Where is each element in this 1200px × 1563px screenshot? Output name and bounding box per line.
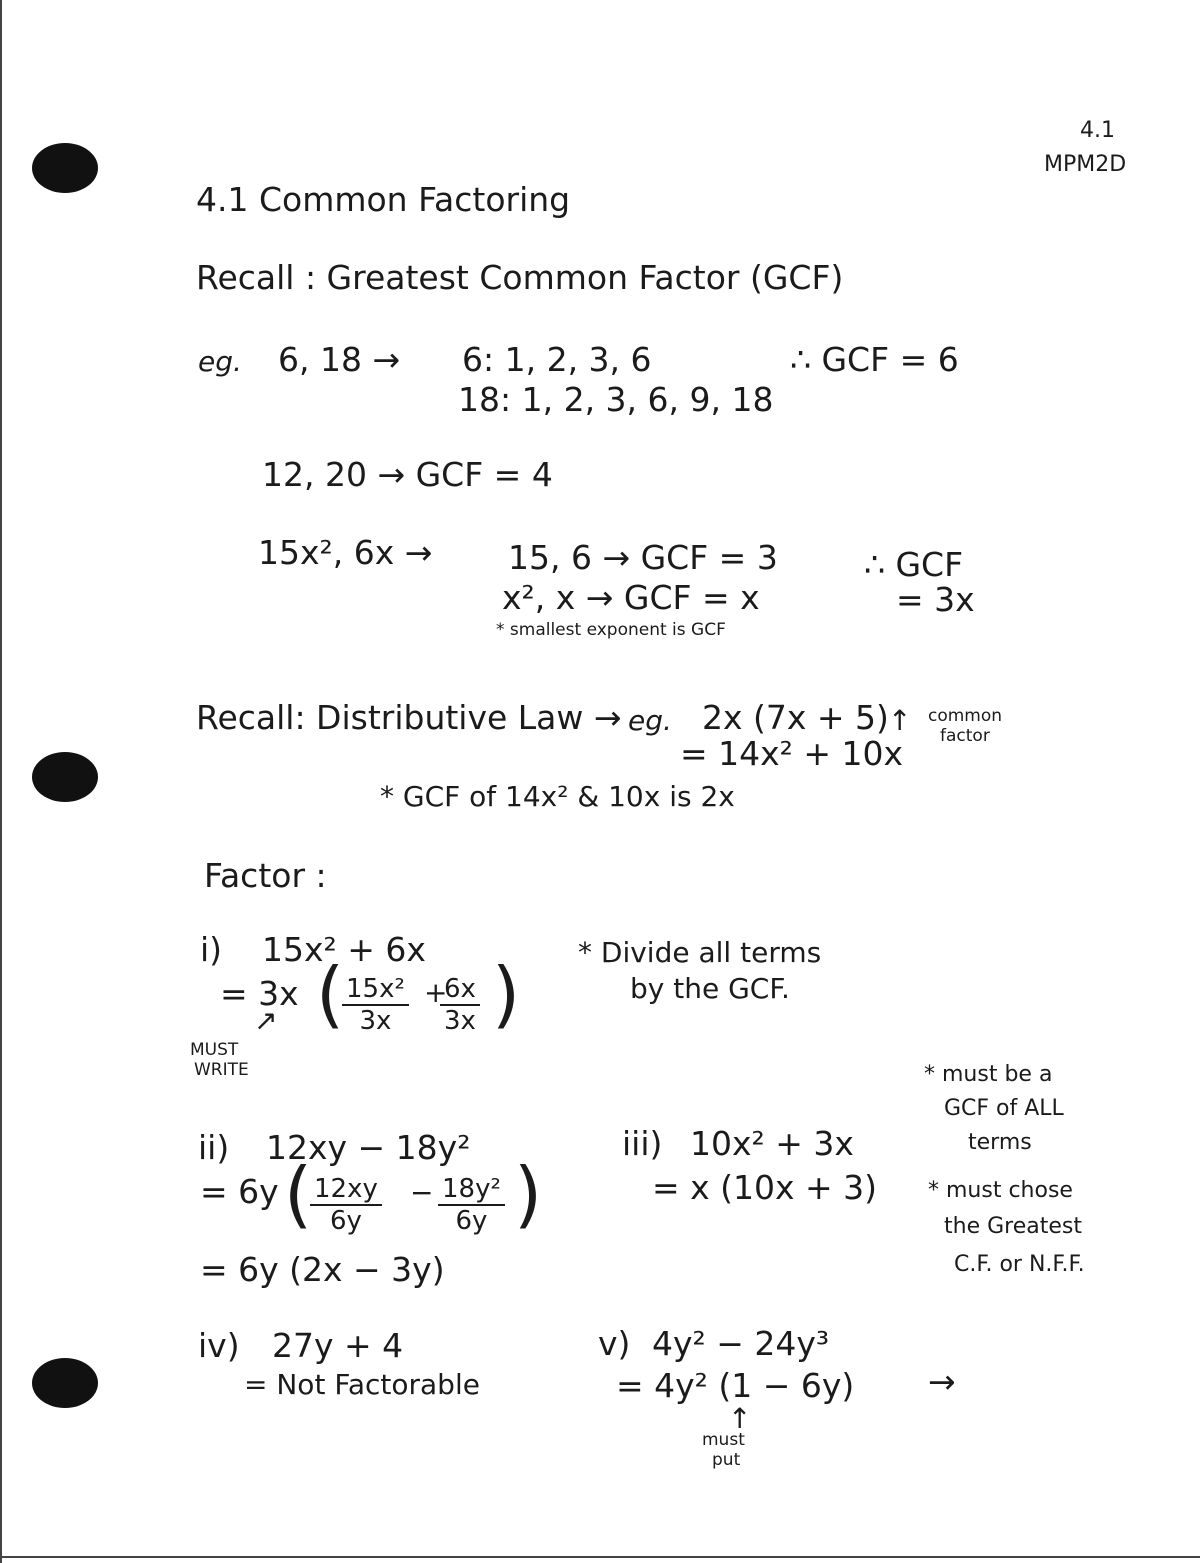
common-factor-note-1: common — [928, 706, 1003, 726]
problem2-expression: 12xy − 18y² — [266, 1128, 471, 1167]
distributive-line2: = 14x² + 10x — [680, 734, 904, 773]
problem5-must-note-1: must — [702, 1430, 745, 1450]
problem2-open-paren: ( — [284, 1152, 313, 1236]
problem1-frac-b-den: 3x — [444, 1006, 476, 1036]
problem4-result: = Not Factorable — [244, 1368, 480, 1401]
page-title: 4.1 Common Factoring — [196, 180, 571, 219]
problem3-label: iii) — [622, 1124, 663, 1163]
problem4-expression: 27y + 4 — [272, 1326, 404, 1365]
side-note-a3: terms — [968, 1130, 1032, 1155]
problem5-must-note-2: put — [712, 1450, 741, 1470]
problem3-expression: 10x² + 3x — [690, 1124, 854, 1163]
continue-arrow-icon: → — [928, 1362, 956, 1401]
problem2-step-prefix: = 6y — [200, 1172, 279, 1211]
side-note-a2: GCF of ALL — [944, 1096, 1064, 1121]
distributive-eg-label: eg. — [628, 704, 672, 737]
example2: 12, 20 → GCF = 4 — [262, 455, 553, 494]
punch-hole-top — [32, 143, 98, 193]
side-note-b1: * must chose — [928, 1178, 1073, 1203]
problem1-open-paren: ( — [316, 952, 345, 1036]
example1-factors-18: 18: 1, 2, 3, 6, 9, 18 — [458, 380, 774, 419]
problem2-label: ii) — [198, 1128, 230, 1167]
problem2-frac-b-num: 18y² — [438, 1174, 505, 1206]
problem1-fraction-a — [342, 974, 409, 1036]
up-arrow-icon: ↑ — [888, 704, 912, 737]
distributive-gcf-note: * GCF of 14x² & 10x is 2x — [380, 780, 735, 813]
side-note-a1: * must be a — [924, 1062, 1053, 1087]
problem1-frac-operator: + — [424, 976, 448, 1009]
common-factor-note-2: factor — [940, 726, 990, 746]
problem1-expression: 15x² + 6x — [262, 930, 426, 969]
problem1-close-paren: ) — [492, 952, 521, 1036]
header-course: MPM2D — [1044, 152, 1127, 177]
problem1-must-note-2: WRITE — [194, 1060, 249, 1080]
header-section: 4.1 — [1080, 118, 1115, 143]
problem5-label: v) — [598, 1324, 631, 1363]
problem1-step-prefix: = 3x — [220, 974, 299, 1013]
example3-coefficients: 15, 6 → GCF = 3 — [508, 538, 778, 577]
problem2-fraction-a — [310, 1174, 382, 1236]
problem2-frac-a-den: 6y — [329, 1206, 362, 1236]
scan-edge-left — [0, 0, 2, 1563]
distributive-line1: 2x (7x + 5) — [702, 698, 889, 737]
problem1-frac-b-num: 6x — [440, 974, 480, 1006]
scan-edge-bottom — [0, 1556, 1200, 1558]
distributive-law-label: Recall: Distributive Law → — [196, 698, 622, 737]
problem5-result: = 4y² (1 − 6y) — [616, 1366, 855, 1405]
example3-terms: 15x², 6x → — [258, 533, 433, 572]
problem4-label: iv) — [198, 1326, 240, 1365]
problem1-frac-a-num: 15x² — [342, 974, 409, 1006]
side-note-b3: C.F. or N.F.F. — [954, 1252, 1085, 1277]
problem1-frac-a-den: 3x — [359, 1006, 392, 1036]
problem2-result: = 6y (2x − 3y) — [200, 1250, 445, 1289]
example3-result-line1: ∴ GCF — [864, 545, 964, 584]
problem3-result: = x (10x + 3) — [652, 1168, 878, 1207]
problem1-must-note-1: MUST — [190, 1040, 239, 1060]
curved-arrow-icon: ↗ — [254, 1004, 278, 1037]
example3-note: * smallest exponent is GCF — [496, 620, 726, 640]
punch-hole-middle — [32, 752, 98, 802]
problem2-frac-a-num: 12xy — [310, 1174, 382, 1206]
problem2-fraction-b — [438, 1174, 505, 1236]
punch-hole-bottom — [32, 1358, 98, 1408]
example3-variables: x², x → GCF = x — [502, 578, 760, 617]
problem5-expression: 4y² − 24y³ — [652, 1324, 830, 1363]
must-put-arrow-icon: ↑ — [728, 1402, 752, 1435]
example1-pair: 6, 18 → — [278, 340, 401, 379]
problem2-frac-operator: − — [410, 1176, 434, 1209]
problem1-hint-line1: * Divide all terms — [578, 936, 822, 969]
problem1-hint-line2: by the GCF. — [630, 972, 790, 1005]
example1-factors-6: 6: 1, 2, 3, 6 — [462, 340, 652, 379]
problem1-label: i) — [200, 930, 223, 969]
problem2-frac-b-den: 6y — [455, 1206, 488, 1236]
example3-result-line2: = 3x — [896, 580, 975, 619]
eg-label: eg. — [198, 345, 242, 378]
factor-heading: Factor : — [204, 856, 327, 895]
problem2-close-paren: ) — [514, 1152, 543, 1236]
example1-result: ∴ GCF = 6 — [790, 340, 959, 379]
side-note-b2: the Greatest — [944, 1214, 1082, 1239]
problem1-fraction-b — [440, 974, 480, 1036]
recall-gcf-heading: Recall : Greatest Common Factor (GCF) — [196, 258, 844, 297]
